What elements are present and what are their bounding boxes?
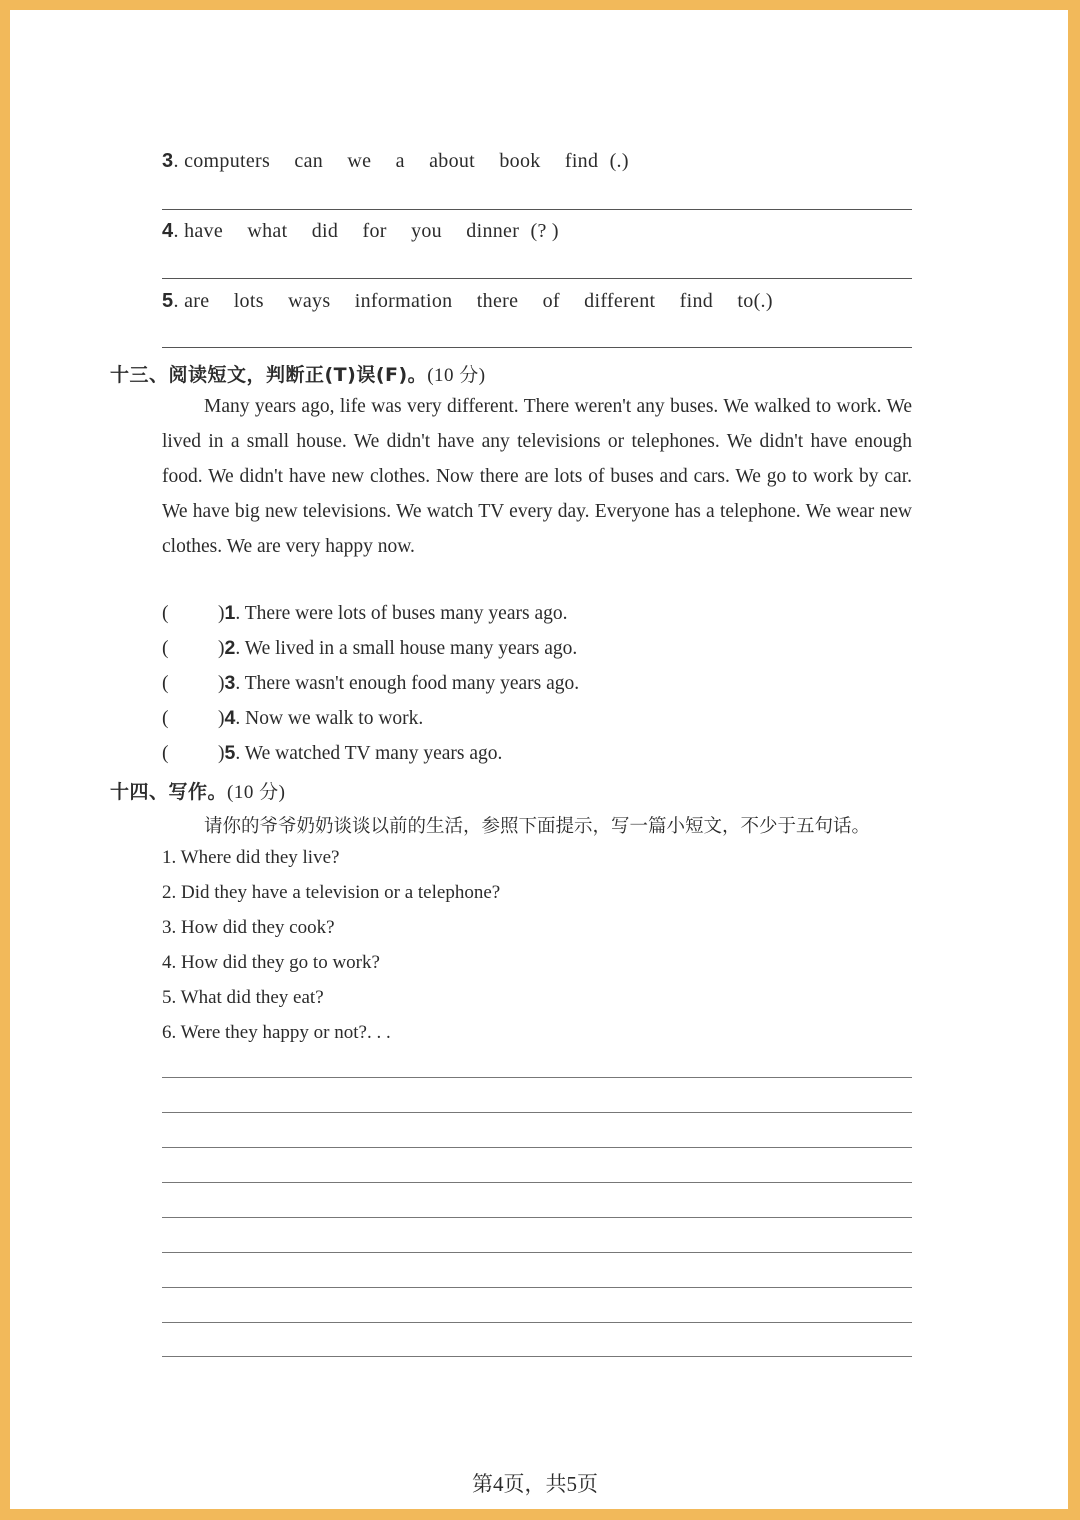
word: computers (184, 150, 271, 172)
writing-line[interactable] (162, 1287, 912, 1288)
word: a (395, 150, 405, 172)
tf-item-1 (162, 602, 567, 625)
word: of (542, 290, 560, 312)
passage-text: Many years ago, life was very different. There weren't any buses. We walked to work. We lived in a small house. We didn't have any televisions or telephones. We didn't have enough food. We didn't have new clothes. Now there are lots of buses and cars. We go to work by car. We have big new televisions. We watch TV every day. Everyone has a telephone. We wear new clothes. We are very happy now. (162, 396, 912, 557)
writing-line[interactable] (162, 1147, 912, 1148)
tf-item-2 (162, 637, 577, 660)
item-text: . There were lots of buses many years ago. (235, 603, 568, 624)
item-number: 4 (224, 707, 236, 729)
word: are (184, 290, 210, 312)
word: different (584, 290, 656, 312)
answer-blank[interactable] (162, 673, 218, 695)
answer-line[interactable] (162, 278, 912, 279)
reading-passage (162, 389, 912, 564)
answer-blank[interactable] (162, 708, 218, 730)
section-14-heading (110, 777, 285, 804)
reorder-question-5: 5. are lots ways information there of different find to(.) (162, 290, 773, 312)
word: book (499, 150, 541, 172)
reorder-question-3: 3. computers can we a about book find (.) (162, 150, 629, 172)
item-number: 1 (224, 602, 236, 624)
writing-hint: 3. How did they cook? (162, 917, 335, 938)
word: find (679, 290, 714, 312)
word: lots (233, 290, 264, 312)
writing-line[interactable] (162, 1217, 912, 1218)
word: have (184, 220, 224, 242)
paren-close: ) (218, 673, 225, 694)
tf-item-3 (162, 672, 579, 695)
writing-line[interactable] (162, 1182, 912, 1183)
writing-hint: 4. How did they go to work? (162, 952, 380, 973)
section-13-heading (110, 360, 486, 387)
word: for (362, 220, 387, 242)
word: can (294, 150, 324, 172)
paren-close: ) (218, 708, 225, 729)
section-title: 十四、写作。 (110, 781, 228, 803)
word: about (429, 150, 476, 172)
tf-item-4 (162, 707, 423, 730)
section-title: 十三、阅读短文，判断正(T)误(F)。 (110, 364, 428, 386)
word: dinner (466, 220, 520, 242)
word: we (347, 150, 372, 172)
item-text: . There wasn't enough food many years ago. (235, 673, 580, 694)
word: there (476, 290, 519, 312)
answer-line[interactable] (162, 209, 912, 210)
writing-hint: 2. Did they have a television or a telephone? (162, 882, 501, 903)
end-punctuation: to(.) (737, 290, 773, 312)
answer-blank[interactable] (162, 603, 218, 625)
writing-instruction: 请你的爷爷奶奶谈谈以前的生活，参照下面提示，写一篇小短文，不少于五句话。 (204, 816, 871, 837)
word: what (247, 220, 288, 242)
item-text: . Now we walk to work. (235, 708, 424, 729)
paren-open: ( (162, 743, 169, 764)
end-punctuation: (.) (609, 150, 629, 172)
answer-line[interactable] (162, 347, 912, 348)
paren-open: ( (162, 603, 169, 624)
page-footer: 第4页，共5页 (472, 1472, 598, 1496)
question-number: 5 (162, 290, 174, 312)
item-text: . We watched TV many years ago. (235, 743, 503, 764)
section-points: (10 分) (227, 782, 286, 803)
word: ways (288, 290, 331, 312)
writing-line[interactable] (162, 1112, 912, 1113)
word: you (411, 220, 442, 242)
writing-hint: 6. Were they happy or not?. . . (162, 1022, 391, 1043)
word: find (564, 150, 599, 172)
paren-close: ) (218, 743, 225, 764)
paren-open: ( (162, 638, 169, 659)
section-points: (10 分) (427, 365, 486, 386)
writing-hint: 1. Where did they live? (162, 847, 340, 868)
writing-line[interactable] (162, 1252, 912, 1253)
writing-line[interactable] (162, 1356, 912, 1357)
question-number: 4 (162, 220, 174, 242)
word: did (311, 220, 339, 242)
tf-item-5 (162, 742, 502, 765)
item-number: 5 (224, 742, 236, 764)
answer-blank[interactable] (162, 638, 218, 660)
item-number: 2 (224, 637, 236, 659)
writing-hint: 5. What did they eat? (162, 987, 324, 1008)
paren-open: ( (162, 673, 169, 694)
end-punctuation: (? ) (530, 220, 559, 242)
item-text: . We lived in a small house many years ago. (235, 638, 578, 659)
answer-blank[interactable] (162, 743, 218, 765)
question-number: 3 (162, 150, 174, 172)
paren-open: ( (162, 708, 169, 729)
writing-line[interactable] (162, 1077, 912, 1078)
paren-close: ) (218, 603, 225, 624)
writing-line[interactable] (162, 1322, 912, 1323)
worksheet-page (10, 10, 1068, 1509)
word: information (354, 290, 453, 312)
paren-close: ) (218, 638, 225, 659)
item-number: 3 (224, 672, 236, 694)
reorder-question-4: 4. have what did for you dinner (? ) (162, 220, 559, 242)
